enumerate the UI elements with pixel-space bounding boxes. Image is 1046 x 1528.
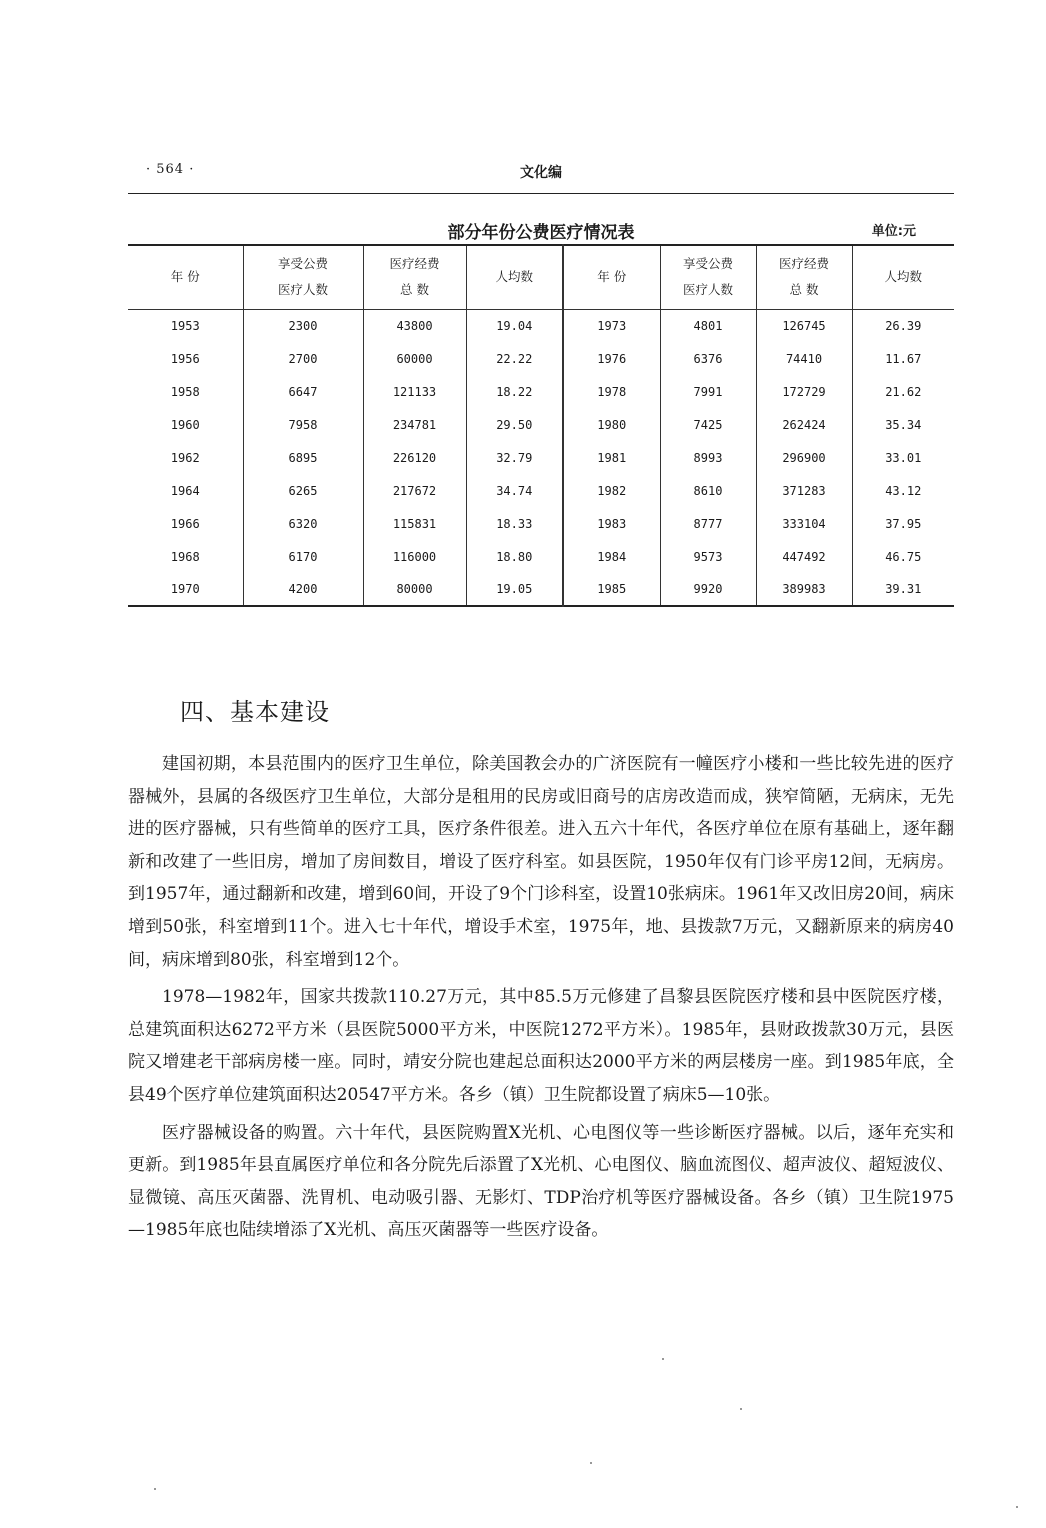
table-row (128, 474, 954, 507)
col-header-year-2 (563, 245, 660, 309)
table-cell: 33.01 (852, 441, 954, 474)
table-cell: 2300 (243, 309, 363, 342)
col-header-people-line2: 医疗人数 (277, 282, 328, 298)
table-cell: 6170 (243, 540, 363, 573)
table-cell: 1962 (128, 441, 243, 474)
table-cell: 8610 (660, 474, 756, 507)
table-cell: 6647 (243, 375, 363, 408)
table-cell: 2700 (243, 342, 363, 375)
col-header-per-capita-2 (852, 245, 954, 309)
table-cell: 1964 (128, 474, 243, 507)
table-unit: 单位:元 (871, 224, 916, 239)
table-cell: 37.95 (852, 507, 954, 540)
table-cell: 172729 (756, 375, 852, 408)
table-cell: 18.22 (466, 375, 563, 408)
table-title: 部分年份公费医疗情况表 (447, 223, 635, 243)
col-header-people-line1: 享受公费 (277, 256, 328, 272)
table-cell: 371283 (756, 474, 852, 507)
col-header-people-2 (660, 245, 756, 309)
table-cell: 6320 (243, 507, 363, 540)
table-cell: 7991 (660, 375, 756, 408)
table-cell: 7958 (243, 408, 363, 441)
table-row (128, 507, 954, 540)
table-cell: 19.04 (466, 309, 563, 342)
table-cell: 1958 (128, 375, 243, 408)
table-cell: 333104 (756, 507, 852, 540)
table-cell: 1980 (563, 408, 660, 441)
table-cell: 234781 (363, 408, 466, 441)
table-cell: 217672 (363, 474, 466, 507)
col-header-people-2-line2: 医疗人数 (682, 282, 733, 298)
table-cell: 447492 (756, 540, 852, 573)
table-cell: 1978 (563, 375, 660, 408)
scan-speck (740, 1408, 742, 1410)
table-cell: 262424 (756, 408, 852, 441)
paragraph: 1978—1982年，国家共拨款110.27万元，其中85.5万元修建了昌黎县医院医疗楼和县中医院医疗楼，总建筑面积达6272平方米（县医院5000平方米，中医院1272平方米）。1985年，县财政拨款30万元，县医院又增建老干部病房楼一座。同时，靖安分院也建起总面积达2000平方米的两层楼房一座。到1985年底，全县49个医疗单位建筑面积达20547平方米。各乡（镇）卫生院都设置了病床5—10张。 (128, 987, 954, 1105)
table-cell: 8993 (660, 441, 756, 474)
table-cell: 1981 (563, 441, 660, 474)
table-cell: 116000 (363, 540, 466, 573)
table-cell: 11.67 (852, 342, 954, 375)
col-header-per-capita-2-label: 人均数 (884, 269, 922, 285)
table-cell: 1960 (128, 408, 243, 441)
table-cell: 4200 (243, 573, 363, 606)
scan-speck (662, 1358, 664, 1360)
table-row (128, 441, 954, 474)
table-cell: 34.74 (466, 474, 563, 507)
table-cell: 8777 (660, 507, 756, 540)
col-header-year-label: 年 份 (170, 269, 200, 285)
paragraph: 医疗器械设备的购置。六十年代，县医院购置X光机、心电图仪等一些诊断医疗器械。以后，逐年充实和更新。到1985年县直属医疗单位和各分院先后添置了X光机、心电图仪、脑血流图仪、超声波仪、超短波仪、显微镜、高压灭菌器、洗胃机、电动吸引器、无影灯、TDP治疗机等医疗器械设备。各乡（镇）卫生院1975—1985年底也陆续增添了X光机、高压灭菌器等一些医疗设备。 (128, 1122, 954, 1241)
table-cell: 7425 (660, 408, 756, 441)
page-number: · 564 · (146, 162, 195, 177)
table-cell: 80000 (363, 573, 466, 606)
col-header-funds-line1: 医疗经费 (389, 256, 440, 272)
table-row (128, 375, 954, 408)
table-cell: 39.31 (852, 573, 954, 606)
table-cell: 389983 (756, 573, 852, 606)
table-cell: 18.80 (466, 540, 563, 573)
table-cell: 6376 (660, 342, 756, 375)
table-cell: 1968 (128, 540, 243, 573)
table-cell: 115831 (363, 507, 466, 540)
table-cell: 1973 (563, 309, 660, 342)
table-cell: 43800 (363, 309, 466, 342)
medical-expense-table (128, 244, 954, 607)
table-cell: 46.75 (852, 540, 954, 573)
header-rule (128, 193, 954, 194)
table-cell: 1970 (128, 573, 243, 606)
table-cell: 121133 (363, 375, 466, 408)
col-header-per-capita-label: 人均数 (495, 269, 533, 285)
table-cell: 1953 (128, 309, 243, 342)
col-header-year (128, 245, 243, 309)
body-text (128, 748, 954, 1252)
section-name: 文化编 (520, 165, 562, 181)
table-cell: 9573 (660, 540, 756, 573)
running-header (128, 162, 954, 186)
scan-speck (1016, 1506, 1018, 1508)
table-cell: 1984 (563, 540, 660, 573)
table-cell: 22.22 (466, 342, 563, 375)
table-cell: 1983 (563, 507, 660, 540)
table-cell: 35.34 (852, 408, 954, 441)
table-cell: 60000 (363, 342, 466, 375)
table-header-row (128, 245, 954, 309)
table-cell: 226120 (363, 441, 466, 474)
col-header-people-2-line1: 享受公费 (682, 256, 733, 272)
table-cell: 6895 (243, 441, 363, 474)
col-header-people (243, 245, 363, 309)
scan-speck (590, 1462, 592, 1464)
table-row (128, 573, 954, 606)
table-cell: 4801 (660, 309, 756, 342)
table-cell: 1985 (563, 573, 660, 606)
table-cell: 296900 (756, 441, 852, 474)
table-cell: 29.50 (466, 408, 563, 441)
table-cell: 9920 (660, 573, 756, 606)
col-header-funds-2-line2: 总 数 (789, 282, 819, 298)
col-header-funds-line2: 总 数 (400, 282, 429, 298)
table-cell: 32.79 (466, 441, 563, 474)
table-row (128, 540, 954, 573)
table-cell: 126745 (756, 309, 852, 342)
col-header-per-capita (466, 245, 563, 309)
table-cell: 1966 (128, 507, 243, 540)
table-cell: 1956 (128, 342, 243, 375)
table-cell: 6265 (243, 474, 363, 507)
table-cell: 18.33 (466, 507, 563, 540)
scan-speck (154, 1488, 156, 1490)
table-cell: 1982 (563, 474, 660, 507)
table-row (128, 342, 954, 375)
col-header-funds-2 (756, 245, 852, 309)
col-header-funds-2-line1: 医疗经费 (778, 256, 829, 272)
table-cell: 21.62 (852, 375, 954, 408)
table-row (128, 309, 954, 342)
table-cell: 26.39 (852, 309, 954, 342)
col-header-year-2-label: 年 份 (597, 269, 627, 285)
paragraph: 建国初期，本县范围内的医疗卫生单位，除美国教会办的广济医院有一幢医疗小楼和一些比较先进的医疗器械外，县属的各级医疗卫生单位，大部分是租用的民房或旧商号的店房改造而成，狭窄简陋，无病床，无先进的医疗器械，只有些简单的医疗工具，医疗条件很差。进入五六十年代，各医疗单位在原有基础上，逐年翻新和改建了一些旧房，增加了房间数目，增设了医疗科室。如县医院，1950年仅有门诊平房12间，无病房。到1957年，通过翻新和改建，增到60间，开设了9个门诊科室，设置10张病床。1961年又改旧房20间，病床增到50张，科室增到11个。进入七十年代，增设手术室，1975年，地、县拨款7万元，又翻新原来的病房40间，病床增到80张，科室增到12个。 (128, 754, 954, 970)
table-row (128, 408, 954, 441)
table-cell: 43.12 (852, 474, 954, 507)
table-cell: 1976 (563, 342, 660, 375)
section-heading: 四、基本建设 (180, 697, 330, 726)
table-cell: 74410 (756, 342, 852, 375)
table-cell: 19.05 (466, 573, 563, 606)
col-header-funds (363, 245, 466, 309)
